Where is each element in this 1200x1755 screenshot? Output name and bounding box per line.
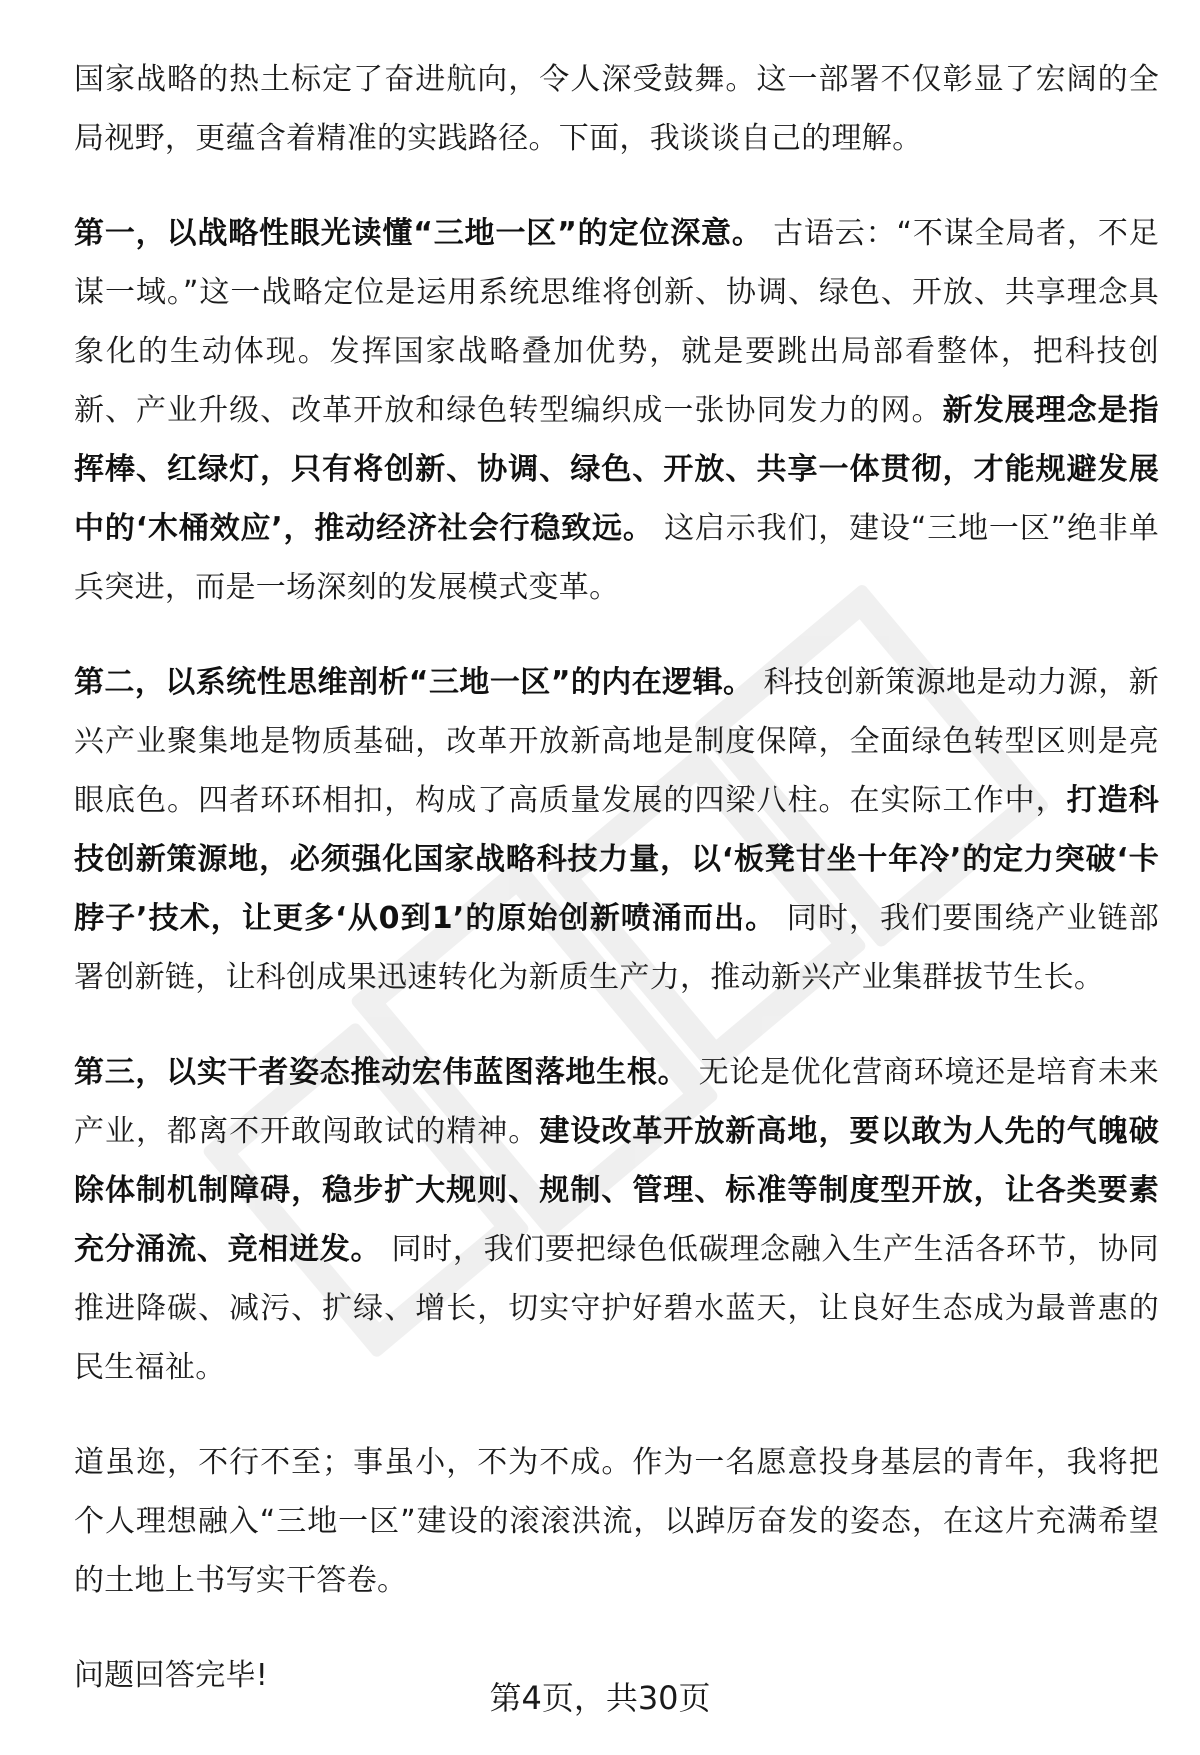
bold-heading: 第一，以战略性眼光读懂“三地一区”的定位深意。 xyxy=(74,216,763,251)
paragraph-conclusion xyxy=(74,1433,1159,1610)
paragraph-third-point xyxy=(74,1043,1159,1397)
document-body xyxy=(74,50,1159,1741)
bold-emphasis: 打造科技创新策源地，必须强化国家战略科技力量，以‘板凳甘坐十年冷’的定力突破‘卡脖子’技术，让更多‘从0到1’的原始创新喷涌而出。 xyxy=(74,783,1159,936)
paragraph-first-point xyxy=(74,204,1159,617)
text-segment: 国家战略的热土标定了奋进航向，令人深受鼓舞。这一部署不仅彰显了宏阔的全局视野，更蕴含着精准的实践路径。下面，我谈谈自己的理解。 xyxy=(74,62,1159,156)
page-number-footer: 第4页，共30页 xyxy=(489,1679,711,1717)
text-segment: 同时，我们要围绕产业链部署创新链，让科创成果迅速转化为新质生产力，推动新兴产业集群拔节生长。 xyxy=(74,901,1159,995)
bold-emphasis: 新发展理念是指挥棒、红绿灯，只有将创新、协调、绿色、开放、共享一体贯彻，才能规避发展中的‘木桶效应’，推动经济社会行稳致远。 xyxy=(74,393,1159,546)
text-segment: 古语云：“不谋全局者，不足谋一域。”这一战略定位是运用系统思维将创新、协调、绿色、开放、共享理念具象化的生动体现。发挥国家战略叠加优势，就是要跳出局部看整体，把科技创新、产业升级、改革开放和绿色转型编织成一张协同发力的网。 xyxy=(74,216,1159,428)
bold-heading: 第三，以实干者姿态推动宏伟蓝图落地生根。 xyxy=(74,1055,689,1090)
text-segment: 这启示我们，建设“三地一区”绝非单兵突进，而是一场深刻的发展模式变革。 xyxy=(74,511,1159,605)
text-segment: 道虽迩，不行不至；事虽小，不为不成。作为一名愿意投身基层的青年，我将把个人理想融入“三地一区”建设的滚滚洪流，以踔厉奋发的姿态，在这片充满希望的土地上书写实干答卷。 xyxy=(74,1445,1159,1598)
paragraph-intro xyxy=(74,50,1159,168)
text-segment: 无论是优化营商环境还是培育未来产业，都离不开敢闯敢试的精神。 xyxy=(74,1055,1159,1149)
bold-heading: 第二，以系统性思维剖析“三地一区”的内在逻辑。 xyxy=(74,665,754,700)
bold-emphasis: 建设改革开放新高地，要以敢为人先的气魄破除体制机制障碍，稳步扩大规则、规制、管理、标准等制度型开放，让各类要素充分涌流、竞相迸发。 xyxy=(74,1114,1160,1267)
text-segment: 问题回答完毕! xyxy=(74,1658,269,1693)
text-segment: 同时，我们要把绿色低碳理念融入生产生活各环节，协同推进降碳、减污、扩绿、增长，切实守护好碧水蓝天，让良好生态成为最普惠的民生福祉。 xyxy=(74,1232,1159,1385)
paragraph-second-point xyxy=(74,653,1159,1007)
text-segment: 科技创新策源地是动力源，新兴产业聚集地是物质基础，改革开放新高地是制度保障，全面绿色转型区则是亮眼底色。四者环环相扣，构成了高质量发展的四梁八柱。在实际工作中， xyxy=(74,665,1159,818)
